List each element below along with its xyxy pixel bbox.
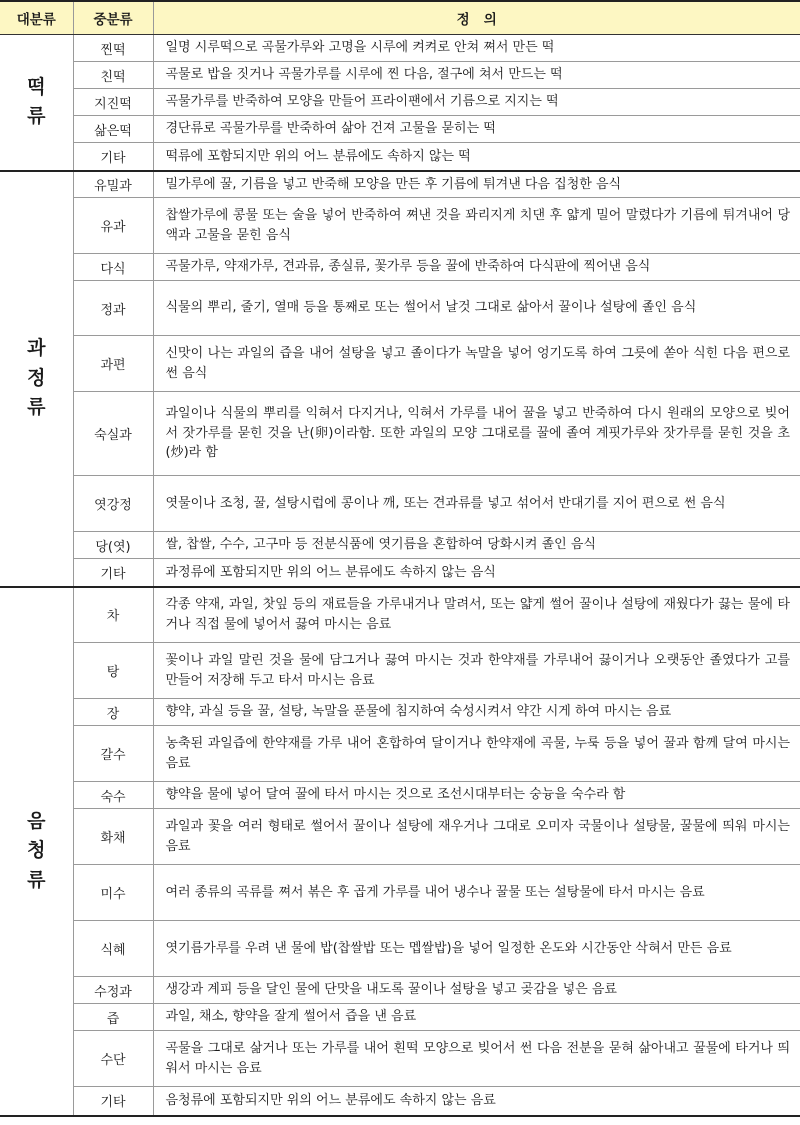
table-row [0,921,800,977]
middle-category-cell: 정과 [73,281,153,336]
middle-category-cell: 기타 [73,143,153,171]
middle-category-cell: 식혜 [73,921,153,977]
table-row [0,254,800,281]
table-header-row [0,1,800,35]
middle-category-cell: 다식 [73,254,153,281]
definition-cell: 꽃이나 과일 말린 것을 물에 담그거나 끓여 마시는 것과 한약재를 가루내어 끓이거나 오랫동안 졸였다가 고를 만들어 저장해 두고 타서 마시는 음료 [153,643,800,699]
middle-category-cell: 숙수 [73,782,153,809]
middle-category-cell: 당(엿) [73,532,153,559]
definition-cell: 엿기름가루를 우려 낸 물에 밥(찹쌀밥 또는 멥쌀밥)을 넣어 일정한 온도와 시간동안 삭혀서 만든 음료 [153,921,800,977]
header-major: 대분류 [0,1,73,35]
table-row [0,476,800,532]
table-row [0,336,800,392]
middle-category-cell: 기타 [73,559,153,587]
table-row [0,392,800,476]
table-row [0,62,800,89]
definition-cell: 각종 약재, 과일, 찻잎 등의 재료들을 가루내거나 말려서, 또는 얇게 썰어 꿀이나 설탕에 재웠다가 끓는 물에 타거나 직접 물에 넣어서 끓여 마시는 음료 [153,587,800,643]
middle-category-cell: 화채 [73,809,153,865]
definition-cell: 곡물로 밥을 짓거나 곡물가루를 시루에 찐 다음, 절구에 쳐서 만드는 떡 [153,62,800,89]
definition-cell: 향약을 물에 넣어 달여 꿀에 타서 마시는 것으로 조선시대부터는 숭늉을 숙수라 함 [153,782,800,809]
table-row [0,143,800,171]
middle-category-cell: 장 [73,699,153,726]
table-row [0,559,800,587]
table-row [0,116,800,143]
definition-cell: 찹쌀가루에 콩물 또는 술을 넣어 반죽하여 쪄낸 것을 꽈리지게 치댄 후 얇게 밀어 말렸다가 기름에 튀겨내어 당액과 고물을 묻힌 음식 [153,198,800,254]
middle-category-cell: 유과 [73,198,153,254]
major-category-cell [0,171,73,587]
major-category-label: 과정류 [27,337,46,419]
definition-cell: 과일, 채소, 향약을 잘게 썰어서 즙을 낸 음료 [153,1004,800,1031]
middle-category-cell: 엿강정 [73,476,153,532]
table-row [0,726,800,782]
middle-category-cell: 수정과 [73,977,153,1004]
table-row [0,35,800,62]
definition-cell: 농축된 과일즙에 한약재를 가루 내어 혼합하여 달이거나 한약재에 곡물, 누룩 등을 넣어 꿀과 함께 달여 마시는 음료 [153,726,800,782]
table-row [0,587,800,643]
table-row [0,865,800,921]
middle-category-cell: 즙 [73,1004,153,1031]
table-row [0,782,800,809]
table-body [0,35,800,1116]
table-row [0,1087,800,1116]
definition-cell: 쌀, 찹쌀, 수수, 고구마 등 전분식품에 엿기름을 혼합하여 당화시켜 졸인 음식 [153,532,800,559]
middle-category-cell: 탕 [73,643,153,699]
table-row [0,532,800,559]
middle-category-cell: 유밀과 [73,171,153,198]
definition-cell: 곡물가루, 약재가루, 견과류, 종실류, 꽃가루 등을 꿀에 반죽하여 다식판에 찍어낸 음식 [153,254,800,281]
middle-category-cell: 갈수 [73,726,153,782]
middle-category-cell: 수단 [73,1031,153,1087]
definition-cell: 곡물을 그대로 삶거나 또는 가루를 내어 흰떡 모양으로 빚어서 썬 다음 전분을 묻혀 삶아내고 꿀물에 타거나 띄워서 마시는 음료 [153,1031,800,1087]
major-category-label: 떡류 [27,75,46,128]
middle-category-cell: 숙실과 [73,392,153,476]
definition-cell: 경단류로 곡물가루를 반죽하여 삶아 건져 고물을 묻히는 떡 [153,116,800,143]
definition-cell: 신맛이 나는 과일의 즙을 내어 설탕을 넣고 졸이다가 녹말을 넣어 엉기도록 하여 그릇에 쏟아 식힌 다음 편으로 썬 음식 [153,336,800,392]
table-row [0,699,800,726]
definition-cell: 생강과 계피 등을 달인 물에 단맛을 내도록 꿀이나 설탕을 넣고 곶감을 넣은 음료 [153,977,800,1004]
definition-cell: 밀가루에 꿀, 기름을 넣고 반죽해 모양을 만든 후 기름에 튀겨낸 다음 집청한 음식 [153,171,800,198]
table-row [0,198,800,254]
major-category-label: 음청류 [27,809,46,891]
definition-cell: 곡물가루를 반죽하여 모양을 만들어 프라이팬에서 기름으로 지지는 떡 [153,89,800,116]
table-row [0,171,800,198]
definition-cell: 향약, 과실 등을 꿀, 설탕, 녹말을 푼물에 침지하여 숙성시켜서 약간 시게 하여 마시는 음료 [153,699,800,726]
middle-category-cell: 삶은떡 [73,116,153,143]
middle-category-cell: 지진떡 [73,89,153,116]
major-category-cell [0,587,73,1116]
definition-cell: 과일과 꽃을 여러 형태로 썰어서 꿀이나 설탕에 재우거나 그대로 오미자 국물이나 설탕물, 꿀물에 띄워 마시는 음료 [153,809,800,865]
middle-category-cell: 차 [73,587,153,643]
table-row [0,1031,800,1087]
header-definition: 정 의 [153,1,800,35]
definition-cell: 떡류에 포함되지만 위의 어느 분류에도 속하지 않는 떡 [153,143,800,171]
middle-category-cell: 미수 [73,865,153,921]
table-row [0,977,800,1004]
major-category-cell [0,35,73,171]
definition-cell: 일명 시루떡으로 곡물가루와 고명을 시루에 켜켜로 안쳐 쪄서 만든 떡 [153,35,800,62]
table-row [0,1004,800,1031]
middle-category-cell: 찐떡 [73,35,153,62]
middle-category-cell: 과편 [73,336,153,392]
definition-cell: 여러 종류의 곡류를 쪄서 볶은 후 곱게 가루를 내어 냉수나 꿀물 또는 설탕물에 타서 마시는 음료 [153,865,800,921]
definition-cell: 식물의 뿌리, 줄기, 열매 등을 통째로 또는 썰어서 날것 그대로 삶아서 꿀이나 설탕에 졸인 음식 [153,281,800,336]
table-row [0,89,800,116]
table-row [0,643,800,699]
middle-category-cell: 친떡 [73,62,153,89]
table-row [0,809,800,865]
definition-cell: 과정류에 포함되지만 위의 어느 분류에도 속하지 않는 음식 [153,559,800,587]
definition-cell: 과일이나 식물의 뿌리를 익혀서 다지거나, 익혀서 가루를 내어 꿀을 넣고 반죽하여 다시 원래의 모양으로 빚어서 잣가루를 묻힌 것을 난(卵)이라함. 또한 과일의 모양 그대로를 꿀에 졸여 계핏가루와 잣가루를 묻힌 것을 초(炒)라 함 [153,392,800,476]
table-row [0,281,800,336]
header-middle: 중분류 [73,1,153,35]
definition-cell: 음청류에 포함되지만 위의 어느 분류에도 속하지 않는 음료 [153,1087,800,1116]
definition-cell: 엿물이나 조청, 꿀, 설탕시럽에 콩이나 깨, 또는 견과류를 넣고 섞어서 반대기를 지어 편으로 썬 음식 [153,476,800,532]
middle-category-cell: 기타 [73,1087,153,1116]
